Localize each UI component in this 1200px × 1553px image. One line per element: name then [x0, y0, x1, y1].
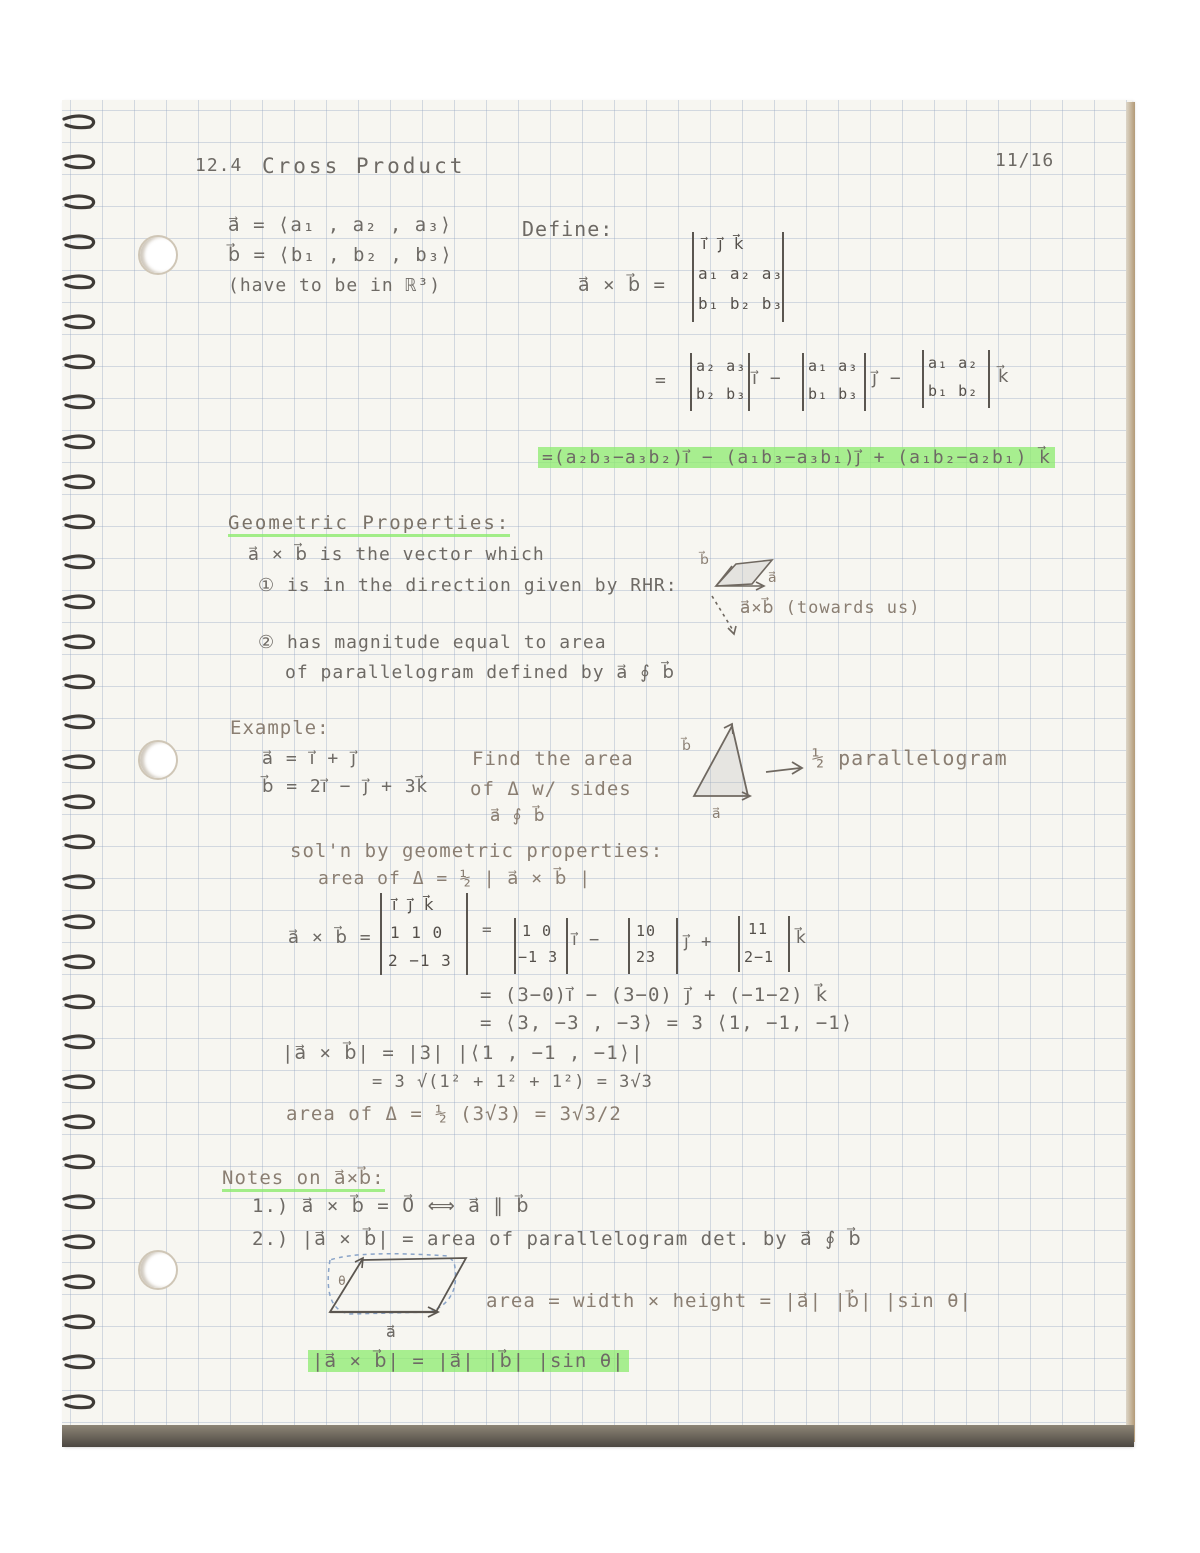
example-minor-i: 1 0 −1 3: [514, 918, 568, 974]
r3-note: (have to be in ℝ³): [228, 275, 442, 296]
geometric-intro: a⃗ × b⃗ is the vector which: [248, 544, 545, 565]
expand-equals: =: [655, 370, 667, 391]
example-a: a⃗ = i⃗ + j⃗: [262, 748, 358, 769]
triangle-b-label: b⃗: [682, 738, 692, 754]
step-2: = ⟨3, −3 , −3⟩ = 3 ⟨1, −1, −1⟩: [480, 1012, 854, 1034]
example-equals: =: [482, 920, 493, 939]
example-unit-i: i⃗ −: [572, 930, 601, 950]
area-formula: area of Δ = ½ | a⃗ × b⃗ |: [318, 868, 592, 889]
example-unit-k: k⃗: [796, 928, 807, 948]
property-1: ① is in the direction given by RHR:: [258, 575, 678, 596]
step-1: = (3−0)i⃗ − (3−0) j⃗ + (−1−2) k⃗: [480, 984, 828, 1006]
rhr-sketch: [712, 560, 772, 634]
theta-label: θ: [338, 1274, 347, 1289]
magnitude-2: = 3 √(1² + 1² + 1²) = 3√3: [372, 1072, 653, 1092]
unit-k: k⃗: [998, 366, 1010, 387]
example-b: b⃗ = 2i⃗ − j⃗ + 3k⃗: [262, 776, 429, 797]
final-formula: |a⃗ × b⃗| = |a⃗| |b⃗| |sin θ|: [308, 1350, 629, 1372]
notes-heading: Notes on a⃗×b⃗:: [222, 1167, 385, 1192]
section-number: 12.4: [195, 155, 243, 176]
find-line1: Find the area: [472, 748, 634, 770]
example-minor-j: 10 23: [628, 918, 678, 974]
minor-k: a₁ a₂ b₁ b₂: [922, 350, 990, 408]
find-line2: of Δ w/ sides: [470, 778, 632, 800]
parallelogram-sketch: [328, 1254, 466, 1317]
minor-j: a₁ a₃ b₁ b₃: [802, 353, 866, 411]
date: 11/16: [995, 150, 1055, 171]
property-2-line1: ② has magnitude equal to area: [258, 632, 607, 653]
property-2-line2: of parallelogram defined by a⃗ ∮ b⃗: [285, 662, 675, 683]
example-unit-j: j⃗ +: [684, 932, 713, 952]
area-equation: area = width × height = |a⃗| |b⃗| |sin θ|: [486, 1290, 972, 1312]
page-title: Cross Product: [262, 154, 466, 178]
note-2: 2.) |a⃗ × b⃗| = area of parallelogram det. by a⃗ ∮ b⃗: [252, 1228, 862, 1250]
minor-i: a₂ a₃ b₂ b₃: [690, 353, 750, 411]
example-axb-label: a⃗ × b⃗ =: [288, 927, 372, 948]
triangle-sketch: [694, 724, 802, 800]
unit-j: j⃗ −: [872, 368, 902, 389]
half-parallelogram: ½ parallelogram: [812, 746, 1008, 770]
vector-a-def: a⃗ = ⟨a₁ , a₂ , a₃⟩: [228, 214, 453, 236]
unit-i: i⃗ −: [752, 368, 782, 389]
determinant-3x3: i⃗ j⃗ k⃗ a₁ a₂ a₃ b₁ b₂ b₃: [692, 232, 784, 322]
triangle-a-label: a⃗: [712, 806, 722, 822]
solution-heading: sol'n by geometric properties:: [290, 840, 664, 862]
area-result: area of Δ = ½ (3√3) = 3√3/2: [286, 1103, 622, 1125]
vector-b-def: b⃗ = ⟨b₁ , b₂ , b₃⟩: [228, 244, 453, 266]
define-label: Define:: [522, 217, 614, 241]
geometric-heading: Geometric Properties:: [228, 512, 510, 537]
parallelogram-a-label: a⃗: [386, 1322, 397, 1341]
axb-label: a⃗ × b⃗ =: [578, 274, 666, 296]
find-line3: a⃗ ∮ b⃗: [490, 806, 546, 826]
example-minor-k: 11 2−1: [738, 916, 790, 972]
magnitude-1: |a⃗ × b⃗| = |3| |⟨1 , −1 , −1⟩|: [282, 1042, 644, 1064]
sketch-axb-label: a⃗×b⃗ (towards us): [740, 598, 921, 618]
sketch-a-label: a⃗: [768, 570, 778, 586]
sketch-b-label: b⃗: [700, 552, 710, 568]
cross-product-formula: =(a₂b₃−a₃b₂)i⃗ − (a₁b₃−a₃b₁)j⃗ + (a₁b₂−a₂b₁) k⃗: [538, 447, 1055, 468]
example-heading: Example:: [230, 717, 330, 739]
example-determinant: i⃗ j⃗ k⃗ 1 1 0 2 −1 3: [380, 893, 468, 975]
note-1: 1.) a⃗ × b⃗ = 0⃗ ⟺ a⃗ ∥ b⃗: [252, 1195, 530, 1217]
